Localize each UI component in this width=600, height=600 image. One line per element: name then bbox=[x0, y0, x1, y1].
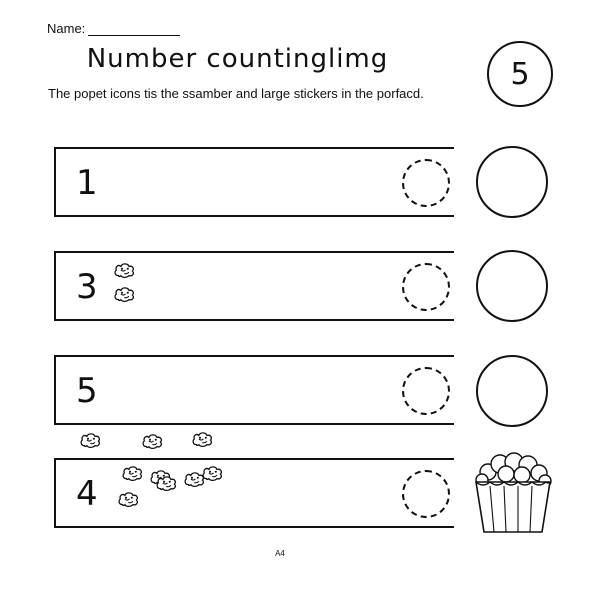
dashed-answer-circle[interactable] bbox=[402, 159, 450, 207]
target-number: 5 bbox=[510, 56, 530, 92]
page-title: Number countinglimg bbox=[86, 44, 389, 74]
dashed-answer-circle[interactable] bbox=[402, 263, 450, 311]
answer-circle-1[interactable] bbox=[476, 146, 548, 218]
row-number: 3 bbox=[76, 267, 98, 307]
row-number: 4 bbox=[76, 474, 98, 514]
counting-row-3 bbox=[54, 355, 454, 425]
counting-row-4 bbox=[54, 458, 454, 528]
popcorn-piece-icon bbox=[112, 261, 138, 307]
counting-row-1 bbox=[54, 147, 454, 217]
dashed-answer-circle[interactable] bbox=[402, 470, 450, 518]
counting-row-2 bbox=[54, 251, 454, 321]
popcorn-piece-icon bbox=[116, 464, 226, 516]
target-number-circle bbox=[487, 41, 553, 107]
popcorn-bucket-icon bbox=[470, 450, 556, 534]
answer-circle-2[interactable] bbox=[476, 250, 548, 322]
instructions: The popet icons tis the ssamber and large stickers in the porfacd. bbox=[48, 86, 424, 101]
popcorn-piece-icon bbox=[78, 430, 228, 456]
page-footer: A4 bbox=[275, 549, 285, 558]
name-line[interactable] bbox=[88, 35, 180, 36]
row-number: 5 bbox=[76, 371, 98, 411]
dashed-answer-circle[interactable] bbox=[402, 367, 450, 415]
name-label: Name: bbox=[47, 21, 86, 36]
answer-circle-3[interactable] bbox=[476, 355, 548, 427]
row-number: 1 bbox=[76, 163, 98, 203]
